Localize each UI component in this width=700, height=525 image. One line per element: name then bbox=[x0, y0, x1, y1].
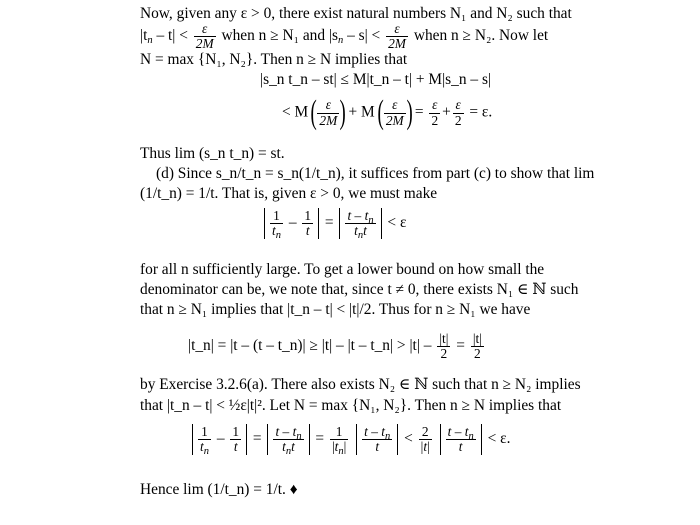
fraction-t-minus-tn-over-t: $\frac{t - t_n}{t}$ bbox=[364, 424, 391, 455]
left-paren-icon: ( bbox=[310, 94, 317, 131]
fraction-1-over-t bbox=[302, 209, 313, 238]
text-line-14 bbox=[140, 377, 581, 392]
text-l6: Thus lim (s_n t_n) = st. bbox=[140, 145, 285, 162]
text-line-6 bbox=[140, 146, 285, 161]
inequality-line-4 bbox=[260, 72, 491, 87]
frac-num: ε bbox=[317, 98, 339, 113]
frac-den: 2 bbox=[440, 346, 448, 362]
frac-num: ε bbox=[453, 98, 464, 113]
left-paren-icon: ( bbox=[377, 94, 384, 131]
right-paren-icon: ) bbox=[339, 94, 347, 131]
fraction-eps-2 bbox=[453, 98, 464, 127]
fraction-1-over-abs-tn: $\frac{1}{|t_n|}$ bbox=[331, 424, 347, 458]
frac-den: 2M bbox=[319, 112, 338, 128]
fraction-eps-2M bbox=[386, 22, 408, 51]
display-line-9: $\frac{1}{t_n}$ – $\frac{1}{t}$ = $\frac{t - t_n}{t_nt}$ < ε bbox=[262, 208, 406, 239]
frac-den: 2M bbox=[388, 36, 406, 52]
fraction-eps-2 bbox=[429, 98, 440, 127]
frac-den: t bbox=[458, 439, 463, 455]
fraction-1-over-tn: $\frac{1}{t_n}$ bbox=[200, 424, 209, 458]
fraction-1-over-t bbox=[230, 425, 241, 454]
text-l14: by Exercise 3.2.6(a). There also exists N₂ ∈ ℕ such that n ≥ N₂ implies bbox=[140, 376, 581, 393]
text-l13: |t_n| = |t – (t – t_n)| ≥ |t| – |t – t_n| > |t| – bbox=[188, 337, 432, 355]
text-line-15 bbox=[140, 398, 561, 413]
frac-num: |t| bbox=[439, 331, 449, 346]
frac-num: ε bbox=[386, 22, 408, 37]
text-line-1 bbox=[140, 6, 572, 21]
text-line-3 bbox=[140, 52, 407, 67]
text-l1: Now, given any ε > 0, there exist natural numbers N₁ and N₂ such that bbox=[140, 5, 572, 22]
frac-num: 1 bbox=[198, 425, 211, 440]
frac-den: 2 bbox=[431, 112, 439, 128]
frac-num: t – t bbox=[447, 424, 469, 439]
abs-t-minus-tn-over-t bbox=[440, 424, 482, 455]
text-l2e: when n ≥ N₂. Now let bbox=[413, 27, 549, 45]
frac-den: t bbox=[375, 439, 380, 455]
frac-num: 1 bbox=[304, 208, 312, 223]
frac-den: t bbox=[354, 223, 358, 239]
text-line-12 bbox=[140, 302, 530, 317]
text-l8: (1/t_n) = 1/t. That is, given ε > 0, we must make bbox=[140, 185, 438, 202]
frac-den: t bbox=[305, 223, 310, 239]
fraction-abs-t-over-2 bbox=[471, 332, 484, 361]
text-l2d: – s| < bbox=[347, 27, 381, 45]
abs-t-minus-tn-over-t bbox=[356, 424, 398, 455]
frac-num: t – t bbox=[364, 424, 386, 439]
abs-combined-fraction bbox=[339, 208, 381, 242]
text-l17: Hence lim (1/t_n) = 1/t. ♦ bbox=[140, 481, 298, 498]
fraction-t-minus-tn: $\frac{t - t_n}{t_nt}$ bbox=[347, 208, 374, 242]
text-l12: that n ≥ N₁ implies that |t_n – t| < |t|/2. Thus for n ≥ N₁ we have bbox=[140, 301, 531, 318]
fraction-1-over-tn: $\frac{1}{t_n}$ bbox=[272, 208, 281, 242]
text-l5-plus: + M bbox=[348, 103, 375, 121]
text-l2a: |t bbox=[140, 27, 148, 45]
fraction-t-minus-tn: $\frac{t - t_n}{t_nt}$ bbox=[275, 424, 302, 458]
display-line-16: $\frac{1}{t_n}$ – $\frac{1}{t}$ = $\frac{t - t_n}{t_nt}$ = $\frac{1}{|t_n|}$ $\frac{t - t_n}{t}$ < $\frac{2}{|t|}$ $\frac{t - t_n}{t}$ < ε. bbox=[190, 424, 510, 455]
frac-den: 2M bbox=[385, 112, 404, 128]
frac-den: 2 bbox=[474, 346, 481, 362]
frac-num: t – t bbox=[347, 208, 369, 223]
text-l5-end: = ε. bbox=[469, 103, 493, 121]
text-line-17 bbox=[140, 482, 298, 497]
fraction-2-over-abs-t: $\frac{2}{|t|}$ bbox=[420, 424, 430, 455]
fraction-abs-t-over-2 bbox=[437, 332, 450, 361]
text-l4: |s_n t_n – st| ≤ M|t_n – t| + M|s_n – s| bbox=[260, 71, 492, 88]
frac-num: t – t bbox=[275, 424, 297, 439]
text-l5-pre: < M bbox=[282, 103, 309, 121]
text-l13-eq: = bbox=[456, 337, 465, 355]
text-line-11 bbox=[140, 282, 578, 297]
right-paren-icon: ) bbox=[406, 94, 413, 131]
abs-combined-fraction bbox=[267, 424, 309, 458]
text-line-7 bbox=[156, 166, 594, 181]
text-l3: N = max {N₁, N₂}. Then n ≥ N implies that bbox=[140, 51, 408, 68]
text-l11: denominator can be, we note that, since t ≠ 0, there exists N₁ ∈ ℕ such bbox=[140, 281, 579, 298]
abs-difference-of-reciprocals: $\frac{1}{t_n}$ – $\frac{1}{t}$ bbox=[192, 424, 247, 455]
text-l10: for all n sufficiently large. To get a lower bound on how small the bbox=[140, 261, 545, 278]
fraction-eps-2M bbox=[194, 22, 216, 51]
text-l9-lt: < ε bbox=[387, 214, 407, 232]
frac-den: t bbox=[233, 439, 238, 455]
text-l15: that |t_n – t| < ½ε|t|². Let N = max {N₁, N₂}. Then n ≥ N implies that bbox=[140, 397, 562, 414]
frac-num: 1 bbox=[232, 424, 240, 439]
fraction-eps-2M bbox=[384, 98, 406, 127]
frac-num: ε bbox=[194, 22, 216, 37]
text-l2c: when n ≥ N₁ and |s bbox=[221, 27, 338, 45]
display-line-13 bbox=[188, 332, 486, 361]
text-line-2: $|t_n - t|$ < $\frac{\varepsilon}{2M}$ when n ≥ N₁ and $|s_n - s|$ < $\frac{\varepsilon}{2M}$ when n ≥ N₂. Now let bbox=[140, 21, 549, 52]
text-line-8 bbox=[140, 186, 437, 201]
fraction-eps-2M bbox=[317, 98, 339, 127]
frac-num: ε bbox=[429, 98, 440, 113]
frac-num: |t| bbox=[472, 331, 482, 346]
frac-den: t bbox=[200, 439, 204, 455]
fraction-t-minus-tn-over-t: $\frac{t - t_n}{t}$ bbox=[447, 424, 474, 455]
text-l7: (d) Since s_n/t_n = s_n(1/t_n), it suffices from part (c) to show that lim bbox=[156, 165, 595, 182]
frac-den: t bbox=[282, 439, 286, 455]
text-l5-eq: = bbox=[414, 103, 424, 121]
text-l2b: – t| < bbox=[156, 27, 188, 45]
frac-num: 1 bbox=[270, 209, 283, 224]
inequality-line-5: < M ( $\frac{\varepsilon}{2M}$ ) + M ( $\frac{\varepsilon}{2M}$ ) = $\frac{\varepsilon}{2}$ + $\frac{\varepsilon}{2}$ = ε. bbox=[282, 94, 493, 131]
frac-den: t bbox=[272, 223, 276, 239]
abs-difference-of-reciprocals: $\frac{1}{t_n}$ – $\frac{1}{t}$ bbox=[264, 208, 319, 239]
text-line-10 bbox=[140, 262, 544, 277]
frac-num: ε bbox=[384, 98, 406, 113]
text-l16-lt: < ε. bbox=[487, 430, 511, 448]
frac-num: 1 bbox=[330, 425, 348, 440]
frac-den: 2 bbox=[454, 112, 462, 128]
frac-den: 2M bbox=[195, 36, 214, 52]
